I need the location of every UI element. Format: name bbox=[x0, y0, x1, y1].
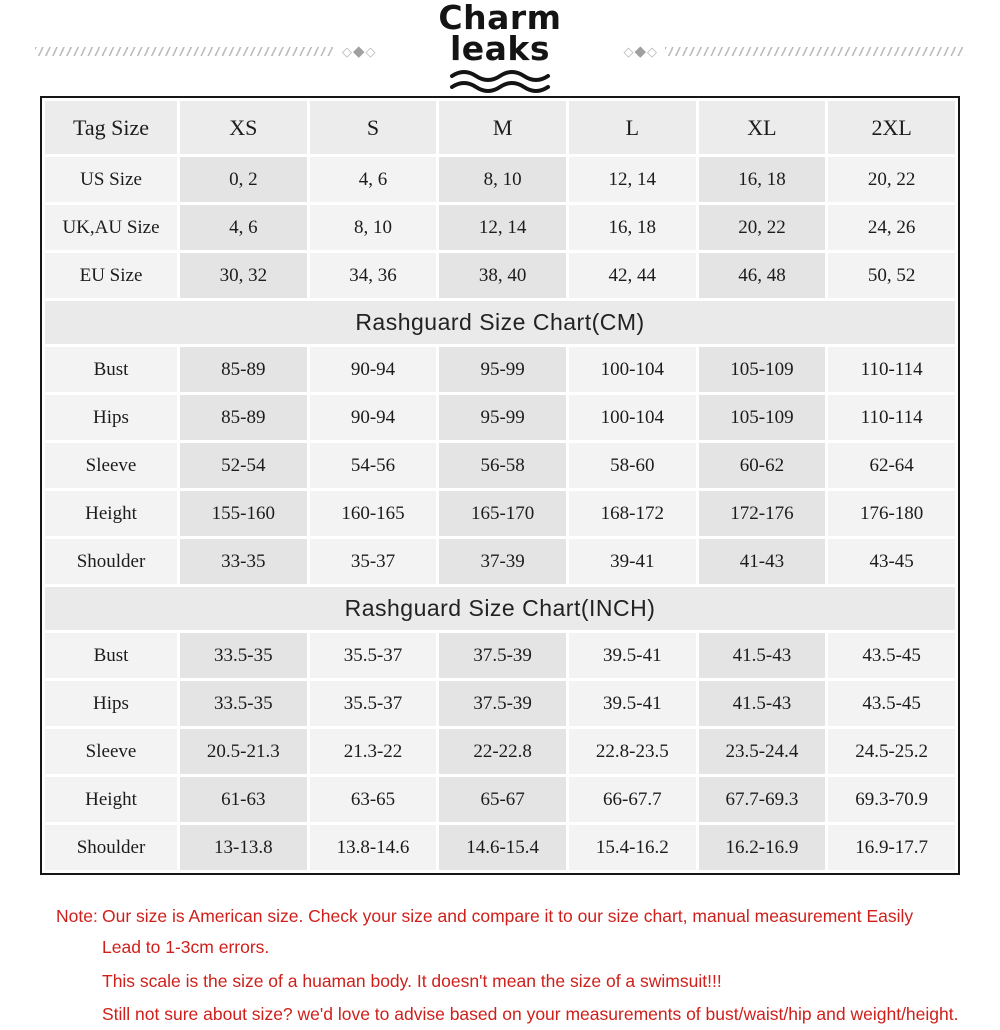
table-row bbox=[45, 205, 955, 250]
size-cell: 20, 22 bbox=[828, 157, 955, 202]
size-cell: 56-58 bbox=[439, 443, 566, 488]
size-cell: 16.9-17.7 bbox=[828, 825, 955, 870]
size-cell: 100-104 bbox=[569, 347, 696, 392]
column-header: XL bbox=[699, 101, 826, 154]
size-cell: 165-170 bbox=[439, 491, 566, 536]
size-cell: 41-43 bbox=[699, 539, 826, 584]
size-cell: 58-60 bbox=[569, 443, 696, 488]
size-cell: 52-54 bbox=[180, 443, 307, 488]
row-label: Bust bbox=[45, 633, 177, 678]
note-line-2: Lead to 1-3cm errors. bbox=[102, 937, 270, 957]
size-cell: 4, 6 bbox=[180, 205, 307, 250]
table-row bbox=[45, 539, 955, 584]
note-line-1: Our size is American size. Check your size and compare it to our size chart, manual measurement Easily bbox=[102, 906, 914, 926]
table-row bbox=[45, 777, 955, 822]
row-label: Sleeve bbox=[45, 443, 177, 488]
size-cell: 66-67.7 bbox=[569, 777, 696, 822]
size-cell: 85-89 bbox=[180, 395, 307, 440]
size-cell: 24.5-25.2 bbox=[828, 729, 955, 774]
row-label: Hips bbox=[45, 681, 177, 726]
size-cell: 105-109 bbox=[699, 347, 826, 392]
size-cell: 90-94 bbox=[310, 347, 437, 392]
size-cell: 90-94 bbox=[310, 395, 437, 440]
size-cell: 160-165 bbox=[310, 491, 437, 536]
note-label: Note: bbox=[56, 906, 98, 926]
brand-logo-line1: Charm bbox=[438, 0, 562, 37]
diamond-ornament-right-icon: ◇◆◇ bbox=[623, 43, 658, 60]
size-cell: 33.5-35 bbox=[180, 633, 307, 678]
row-label: EU Size bbox=[45, 253, 177, 298]
table-row bbox=[45, 491, 955, 536]
size-chart-table bbox=[40, 96, 960, 875]
size-cell: 110-114 bbox=[828, 395, 955, 440]
column-header: L bbox=[569, 101, 696, 154]
size-cell: 155-160 bbox=[180, 491, 307, 536]
brand-logo-line2: leaks bbox=[449, 29, 551, 69]
table-row bbox=[45, 633, 955, 678]
size-cell: 38, 40 bbox=[439, 253, 566, 298]
size-cell: 8, 10 bbox=[439, 157, 566, 202]
size-cell: 67.7-69.3 bbox=[699, 777, 826, 822]
note-line-3: This scale is the size of a huaman body. It doesn't mean the size of a swimsuit!!! bbox=[102, 971, 722, 991]
size-cell: 35.5-37 bbox=[310, 681, 437, 726]
table-row bbox=[45, 347, 955, 392]
size-cell: 34, 36 bbox=[310, 253, 437, 298]
row-label: UK,AU Size bbox=[45, 205, 177, 250]
size-cell: 15.4-16.2 bbox=[569, 825, 696, 870]
size-cell: 4, 6 bbox=[310, 157, 437, 202]
size-cell: 63-65 bbox=[310, 777, 437, 822]
column-header: M bbox=[439, 101, 566, 154]
size-cell: 95-99 bbox=[439, 395, 566, 440]
size-cell: 62-64 bbox=[828, 443, 955, 488]
size-cell: 60-62 bbox=[699, 443, 826, 488]
size-cell: 0, 2 bbox=[180, 157, 307, 202]
size-cell: 35-37 bbox=[310, 539, 437, 584]
size-cell: 33-35 bbox=[180, 539, 307, 584]
size-cell: 46, 48 bbox=[699, 253, 826, 298]
table-row bbox=[45, 395, 955, 440]
size-cell: 176-180 bbox=[828, 491, 955, 536]
diamond-ornament-left-icon: ◇◆◇ bbox=[342, 43, 377, 60]
size-cell: 43.5-45 bbox=[828, 681, 955, 726]
column-header: XS bbox=[180, 101, 307, 154]
size-cell: 43-45 bbox=[828, 539, 955, 584]
size-cell: 22-22.8 bbox=[439, 729, 566, 774]
size-cell: 37.5-39 bbox=[439, 681, 566, 726]
size-cell: 95-99 bbox=[439, 347, 566, 392]
table-row bbox=[45, 443, 955, 488]
size-cell: 110-114 bbox=[828, 347, 955, 392]
size-cell: 12, 14 bbox=[439, 205, 566, 250]
size-notes bbox=[56, 901, 960, 1030]
hatch-lines-right-icon bbox=[665, 47, 965, 56]
size-cell: 39-41 bbox=[569, 539, 696, 584]
column-header: 2XL bbox=[828, 101, 955, 154]
wave-lines-icon bbox=[0, 67, 1000, 99]
size-cell: 35.5-37 bbox=[310, 633, 437, 678]
row-label: Height bbox=[45, 777, 177, 822]
size-cell: 16.2-16.9 bbox=[699, 825, 826, 870]
table-row bbox=[45, 825, 955, 870]
size-cell: 37-39 bbox=[439, 539, 566, 584]
size-cell: 54-56 bbox=[310, 443, 437, 488]
size-cell: 16, 18 bbox=[569, 205, 696, 250]
section-row-inch bbox=[45, 587, 955, 630]
table-row bbox=[45, 253, 955, 298]
table-row bbox=[45, 157, 955, 202]
size-cell: 42, 44 bbox=[569, 253, 696, 298]
note-line-4: Still not sure about size? we'd love to advise based on your measurements of bust/waist/hip and weight/height. bbox=[102, 1004, 959, 1024]
row-label: Sleeve bbox=[45, 729, 177, 774]
column-header: Tag Size bbox=[45, 101, 177, 154]
size-cell: 20.5-21.3 bbox=[180, 729, 307, 774]
size-cell: 20, 22 bbox=[699, 205, 826, 250]
size-cell: 50, 52 bbox=[828, 253, 955, 298]
size-cell: 13-13.8 bbox=[180, 825, 307, 870]
size-cell: 172-176 bbox=[699, 491, 826, 536]
size-cell: 100-104 bbox=[569, 395, 696, 440]
row-label: Shoulder bbox=[45, 539, 177, 584]
column-header: S bbox=[310, 101, 437, 154]
size-cell: 12, 14 bbox=[569, 157, 696, 202]
row-label: Shoulder bbox=[45, 825, 177, 870]
size-cell: 69.3-70.9 bbox=[828, 777, 955, 822]
row-label: US Size bbox=[45, 157, 177, 202]
size-cell: 39.5-41 bbox=[569, 681, 696, 726]
table-row bbox=[45, 729, 955, 774]
section-title-cm: Rashguard Size Chart(CM) bbox=[45, 301, 955, 344]
size-cell: 13.8-14.6 bbox=[310, 825, 437, 870]
size-cell: 22.8-23.5 bbox=[569, 729, 696, 774]
section-title-inch: Rashguard Size Chart(INCH) bbox=[45, 587, 955, 630]
size-cell: 37.5-39 bbox=[439, 633, 566, 678]
size-cell: 8, 10 bbox=[310, 205, 437, 250]
row-label: Height bbox=[45, 491, 177, 536]
section-row-cm bbox=[45, 301, 955, 344]
size-cell: 65-67 bbox=[439, 777, 566, 822]
right-ornament bbox=[623, 44, 965, 59]
table-header-row bbox=[45, 101, 955, 154]
row-label: Bust bbox=[45, 347, 177, 392]
table-row bbox=[45, 681, 955, 726]
brand-header bbox=[0, 0, 1000, 96]
size-cell: 85-89 bbox=[180, 347, 307, 392]
size-cell: 14.6-15.4 bbox=[439, 825, 566, 870]
size-cell: 23.5-24.4 bbox=[699, 729, 826, 774]
size-cell: 33.5-35 bbox=[180, 681, 307, 726]
size-cell: 24, 26 bbox=[828, 205, 955, 250]
size-cell: 61-63 bbox=[180, 777, 307, 822]
size-cell: 21.3-22 bbox=[310, 729, 437, 774]
size-cell: 16, 18 bbox=[699, 157, 826, 202]
size-cell: 168-172 bbox=[569, 491, 696, 536]
size-cell: 30, 32 bbox=[180, 253, 307, 298]
size-cell: 41.5-43 bbox=[699, 633, 826, 678]
size-cell: 39.5-41 bbox=[569, 633, 696, 678]
size-cell: 41.5-43 bbox=[699, 681, 826, 726]
size-cell: 105-109 bbox=[699, 395, 826, 440]
row-label: Hips bbox=[45, 395, 177, 440]
size-cell: 43.5-45 bbox=[828, 633, 955, 678]
